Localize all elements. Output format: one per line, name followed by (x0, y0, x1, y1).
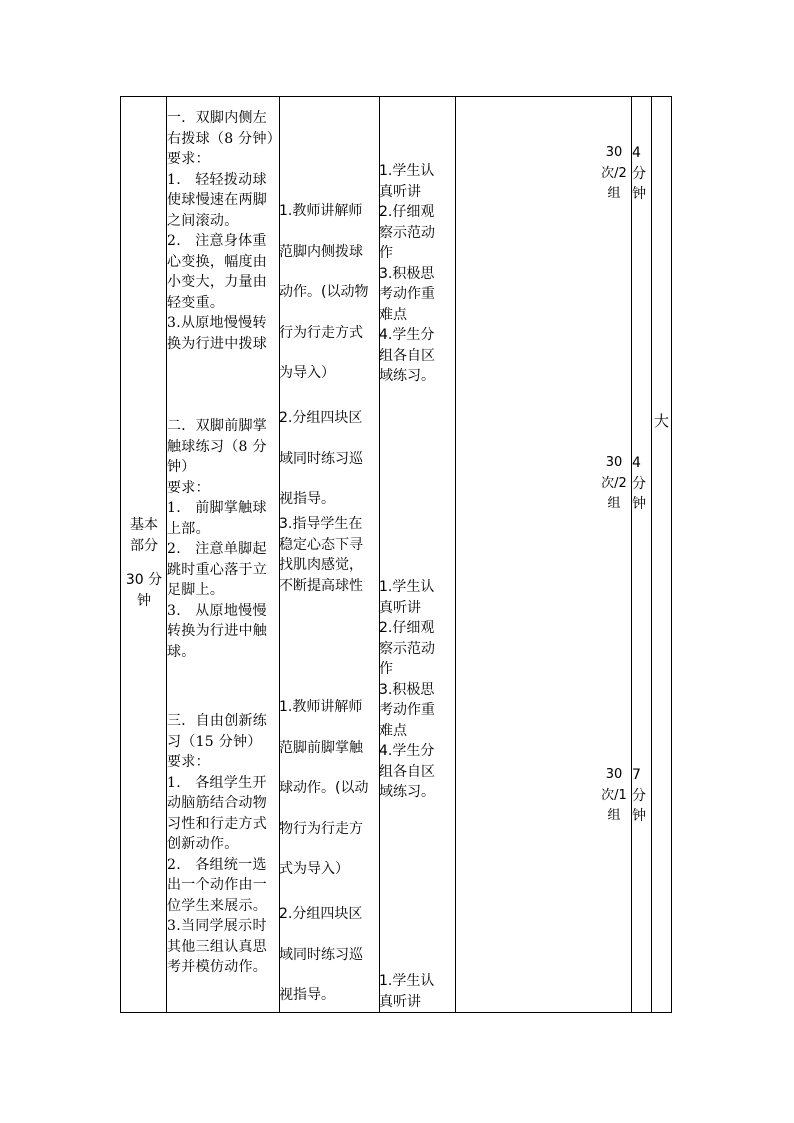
content-section-1 (167, 108, 282, 354)
text-line: 域练习。 (379, 368, 435, 384)
text-line: 组 (607, 496, 621, 511)
duration-2 (632, 453, 652, 515)
teacher-activity-3 (279, 514, 379, 596)
text-line: 7 (632, 767, 641, 783)
teacher-activity-2 (279, 398, 379, 520)
text-line: 钟 (632, 496, 646, 512)
text-line: 3.指导学生在 (279, 516, 363, 532)
text-line: 次/1 (601, 787, 627, 803)
text-line: 转换为行进中触 (167, 623, 268, 639)
text-line: 30 (605, 145, 623, 160)
teacher-activity-5 (279, 894, 379, 1016)
text-line: 分 (632, 787, 646, 804)
text-line: 要求： (167, 479, 210, 496)
student-activity-1 (379, 161, 454, 387)
text-line: 组 (607, 808, 621, 823)
text-line: 1. 各组学生开 (167, 774, 267, 791)
text-line: 1. 轻轻拨动球 (167, 171, 267, 188)
text-line: 3.积极思 (379, 265, 435, 282)
text-line: 30 (605, 455, 623, 470)
repetitions-3 (597, 765, 631, 827)
text-line: 范脚前脚掌触 (279, 739, 363, 756)
text-line: 2.分组四块区 (279, 906, 363, 922)
text-line: 1.学生认 (379, 579, 435, 595)
text-line: 2. 注意身体重 (167, 233, 267, 249)
text-line: 一．双脚内侧左 (167, 110, 268, 126)
text-line: 足脚上。 (167, 582, 225, 598)
section-label-line: 基本 (130, 517, 158, 533)
text-line: 要求： (167, 754, 210, 770)
text-line: 组各自区 (379, 763, 435, 780)
student-activity-2 (379, 577, 454, 803)
text-line: 4.学生分 (379, 327, 435, 343)
repetitions-1 (597, 143, 631, 205)
text-line: 真听讲 (379, 993, 421, 1010)
text-line: 难点 (379, 306, 407, 323)
text-line: 3.从原地慢慢转 (167, 315, 267, 331)
content-section-3 (167, 711, 277, 978)
text-line: 真听讲 (379, 599, 421, 616)
text-line: 3. 从原地慢慢 (167, 602, 267, 619)
text-line: 域同时练习巡 (279, 450, 363, 467)
student-activity-3 (379, 971, 454, 1012)
text-line: 二．双脚前脚掌 (167, 418, 268, 434)
text-line: 习性和行走方式 (167, 815, 268, 832)
text-line: 出一个动作由一 (167, 877, 268, 893)
column-divider (455, 97, 456, 1012)
text-line: 心变换，幅度由 (167, 253, 268, 270)
text-line: 跳时重心落于立 (167, 561, 268, 578)
column-divider (651, 97, 652, 1012)
text-line: 作 (379, 661, 393, 677)
duration-3 (632, 765, 652, 827)
text-line: 视指导。 (279, 491, 335, 507)
duration-1 (632, 143, 652, 205)
text-line: 小变大，力量由 (167, 274, 268, 290)
text-line: 次/2 (601, 475, 627, 491)
text-line: 稳定心态下寻 (279, 536, 363, 553)
text-line: 次/2 (601, 165, 627, 181)
text-line: 三．自由创新练 (167, 713, 268, 729)
intensity-label (654, 411, 674, 432)
text-line: 1.教师讲解师 (279, 699, 363, 715)
text-line: 换为行进中拨球 (167, 335, 268, 352)
section-label-line: 钟 (137, 592, 151, 609)
text-line: 物行为行走方 (279, 820, 363, 837)
text-line: 2.分组四块区 (279, 410, 363, 426)
text-line: 真听讲 (379, 183, 421, 200)
content-section-2 (167, 416, 277, 662)
text-line: 视指导。 (279, 987, 335, 1003)
text-line: 2. 注意单脚起 (167, 541, 267, 557)
text-line: 式为导入） (279, 861, 349, 877)
text-line: 30 (605, 767, 623, 782)
section-label-line: 30 分 (125, 572, 163, 588)
text-line: 2.仔细观 (379, 620, 435, 636)
section-label-line: 部分 (130, 537, 158, 554)
text-line: 4 (632, 145, 641, 161)
text-line: 2. 各组统一选 (167, 856, 267, 873)
text-line: 上部。 (167, 520, 210, 537)
text-line: 难点 (379, 722, 407, 739)
text-line: 4.学生分 (379, 743, 435, 759)
text-line: 钟） (167, 459, 196, 475)
text-line: 作 (379, 245, 393, 261)
text-line: 不断提高球性 (279, 577, 363, 594)
text-line: 球。 (167, 643, 196, 660)
text-line: 考动作重 (379, 286, 435, 302)
text-line: 组 (607, 186, 621, 201)
text-line: 1.学生认 (379, 973, 435, 989)
text-line: 域同时练习巡 (279, 946, 363, 963)
text-line: 2.仔细观 (379, 204, 435, 220)
text-line: 分 (632, 165, 646, 182)
text-line: 察示范动 (379, 224, 435, 241)
text-line: 4 (632, 455, 641, 471)
text-line: 动作。(以动物 (279, 284, 369, 300)
text-line: 习（15 分钟） (167, 733, 262, 750)
column-divider (631, 97, 632, 1012)
text-line: 1.教师讲解师 (279, 203, 363, 219)
lesson-plan-table (120, 96, 672, 1013)
text-line: 为导入） (279, 365, 335, 381)
text-line: 动脑筋结合动物 (167, 795, 268, 811)
text-line: 考并模仿动作。 (167, 959, 268, 975)
text-line: 察示范动 (379, 640, 435, 657)
text-line: 范脚内侧拨球 (279, 243, 363, 260)
text-line: 大 (654, 412, 670, 430)
text-line: 3.积极思 (379, 681, 435, 698)
text-line: 轻变重。 (167, 294, 225, 311)
text-line: 考动作重 (379, 702, 435, 718)
text-line: 1.学生认 (379, 163, 435, 179)
text-line: 球动作。(以动 (279, 780, 369, 796)
teacher-activity-4 (279, 687, 379, 890)
text-line: 分 (632, 475, 646, 492)
text-line: 钟 (632, 808, 646, 824)
text-line: 行为行走方式 (279, 324, 363, 341)
text-line: 其他三组认真思 (167, 938, 268, 955)
text-line: 要求： (167, 151, 210, 167)
text-line: 1. 前脚掌触球 (167, 500, 267, 516)
text-line: 域练习。 (379, 784, 435, 800)
section-label (121, 515, 167, 611)
repetitions-2 (597, 453, 631, 515)
text-line: 3.当同学展示时 (167, 918, 267, 934)
text-line: 之间滚动。 (167, 212, 239, 229)
text-line: 使球慢速在两脚 (167, 192, 268, 208)
text-line: 钟 (632, 186, 646, 202)
text-line: 组各自区 (379, 347, 435, 364)
text-line: 创新动作。 (167, 836, 239, 852)
text-line: 找肌肉感觉， (279, 557, 363, 573)
teacher-activity-1 (279, 191, 379, 394)
text-line: 触球练习（8 分 (167, 438, 267, 455)
text-line: 右拨球（8 分钟） (167, 130, 282, 147)
text-line: 位学生来展示。 (167, 897, 268, 914)
